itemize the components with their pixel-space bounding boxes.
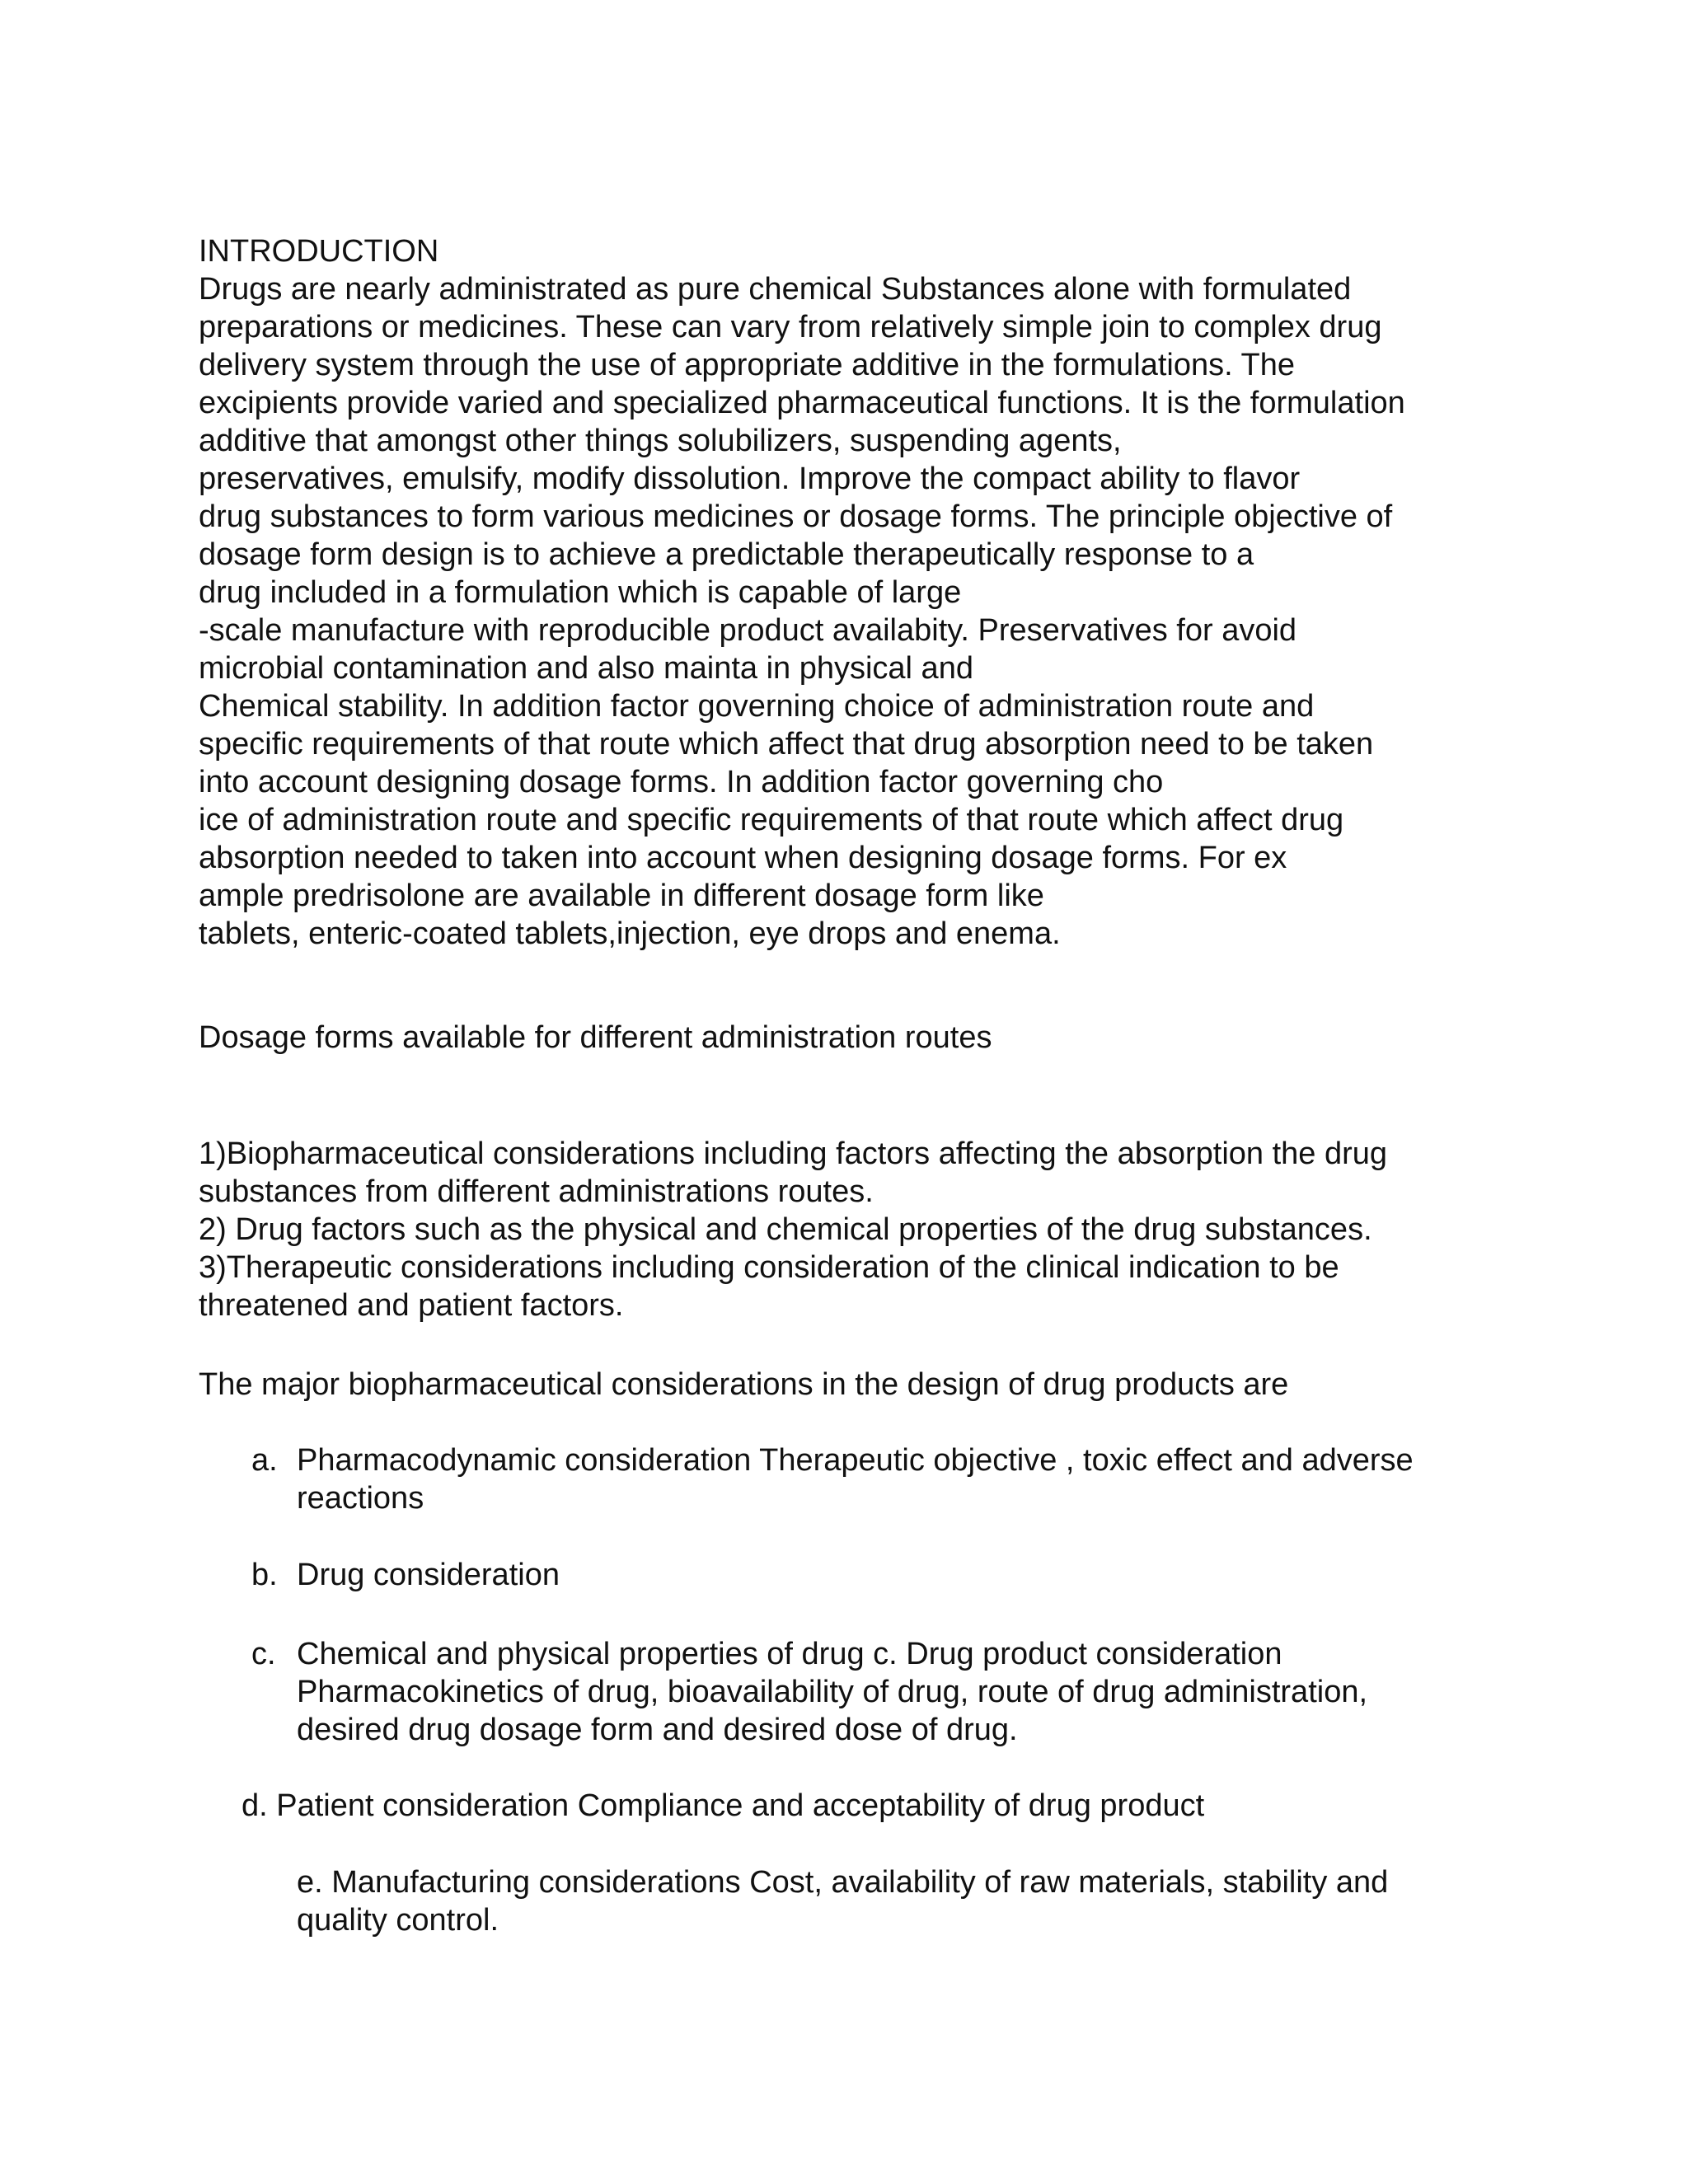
list-item-c-continued: Pharmacokinetics of drug, bioavailability of drug, route of drug administration, <box>297 1675 1368 1709</box>
list-item-c-continued: desired drug dosage form and desired dose of drug. <box>297 1713 1018 1747</box>
intro-line: ample predrisolone are available in different dosage form like <box>199 879 1044 913</box>
introduction-heading: INTRODUCTION <box>199 234 439 269</box>
intro-line: -scale manufacture with reproducible product availabity. Preservatives for avoid <box>199 613 1297 648</box>
intro-line: specific requirements of that route which affect that drug absorption need to be taken <box>199 727 1374 762</box>
numbered-line: 2) Drug factors such as the physical and chemical properties of the drug substances. <box>199 1212 1372 1247</box>
intro-line: dosage form design is to achieve a predictable therapeutically response to a <box>199 537 1254 572</box>
intro-line: additive that amongst other things solubilizers, suspending agents, <box>199 424 1122 458</box>
list-item-a: Pharmacodynamic consideration Therapeutic objective , toxic effect and adverse <box>297 1443 1414 1478</box>
intro-line: tablets, enteric-coated tablets,injection, eye drops and enema. <box>199 916 1061 951</box>
list-item-d: d. Patient consideration Compliance and acceptability of drug product <box>241 1788 1205 1823</box>
intro-line: delivery system through the use of appropriate additive in the formulations. The <box>199 348 1296 382</box>
intro-line: microbial contamination and also mainta in physical and <box>199 651 973 686</box>
intro-line: drug substances to form various medicines or dosage forms. The principle objective of <box>199 499 1393 534</box>
major-considerations-line: The major biopharmaceutical considerations in the design of drug products are <box>199 1367 1289 1402</box>
list-item-b: Drug consideration <box>297 1558 560 1592</box>
numbered-line: 3)Therapeutic considerations including consideration of the clinical indication to be <box>199 1250 1339 1285</box>
numbered-line: threatened and patient factors. <box>199 1288 624 1323</box>
numbered-line: substances from different administrations routes. <box>199 1174 874 1209</box>
intro-line: preparations or medicines. These can vary from relatively simple join to complex drug <box>199 310 1382 344</box>
intro-line: drug included in a formulation which is capable of large <box>199 575 962 610</box>
list-item-a-continued: reactions <box>297 1481 424 1516</box>
list-item-e-continued: quality control. <box>297 1903 499 1938</box>
dosage-forms-subheading: Dosage forms available for different administration routes <box>199 1020 992 1055</box>
list-item-c: Chemical and physical properties of drug c. Drug product consideration <box>297 1637 1282 1671</box>
intro-line: excipients provide varied and specialized pharmaceutical functions. It is the formulation <box>199 386 1405 420</box>
intro-line: preservatives, emulsify, modify dissolution. Improve the compact ability to flavor <box>199 462 1301 496</box>
list-item-e: e. Manufacturing considerations Cost, availability of raw materials, stability and <box>297 1865 1389 1900</box>
intro-line: absorption needed to taken into account when designing dosage forms. For ex <box>199 841 1287 875</box>
intro-line: Chemical stability. In addition factor governing choice of administration route and <box>199 689 1315 724</box>
intro-line: ice of administration route and specific requirements of that route which affect drug <box>199 803 1344 837</box>
list-marker-a: a. <box>251 1443 278 1478</box>
intro-line: Drugs are nearly administrated as pure chemical Substances alone with formulated <box>199 272 1352 307</box>
numbered-line: 1)Biopharmaceutical considerations including factors affecting the absorption the drug <box>199 1137 1388 1171</box>
list-marker-c: c. <box>251 1637 276 1671</box>
intro-line: into account designing dosage forms. In addition factor governing cho <box>199 765 1164 799</box>
list-marker-b: b. <box>251 1558 278 1592</box>
